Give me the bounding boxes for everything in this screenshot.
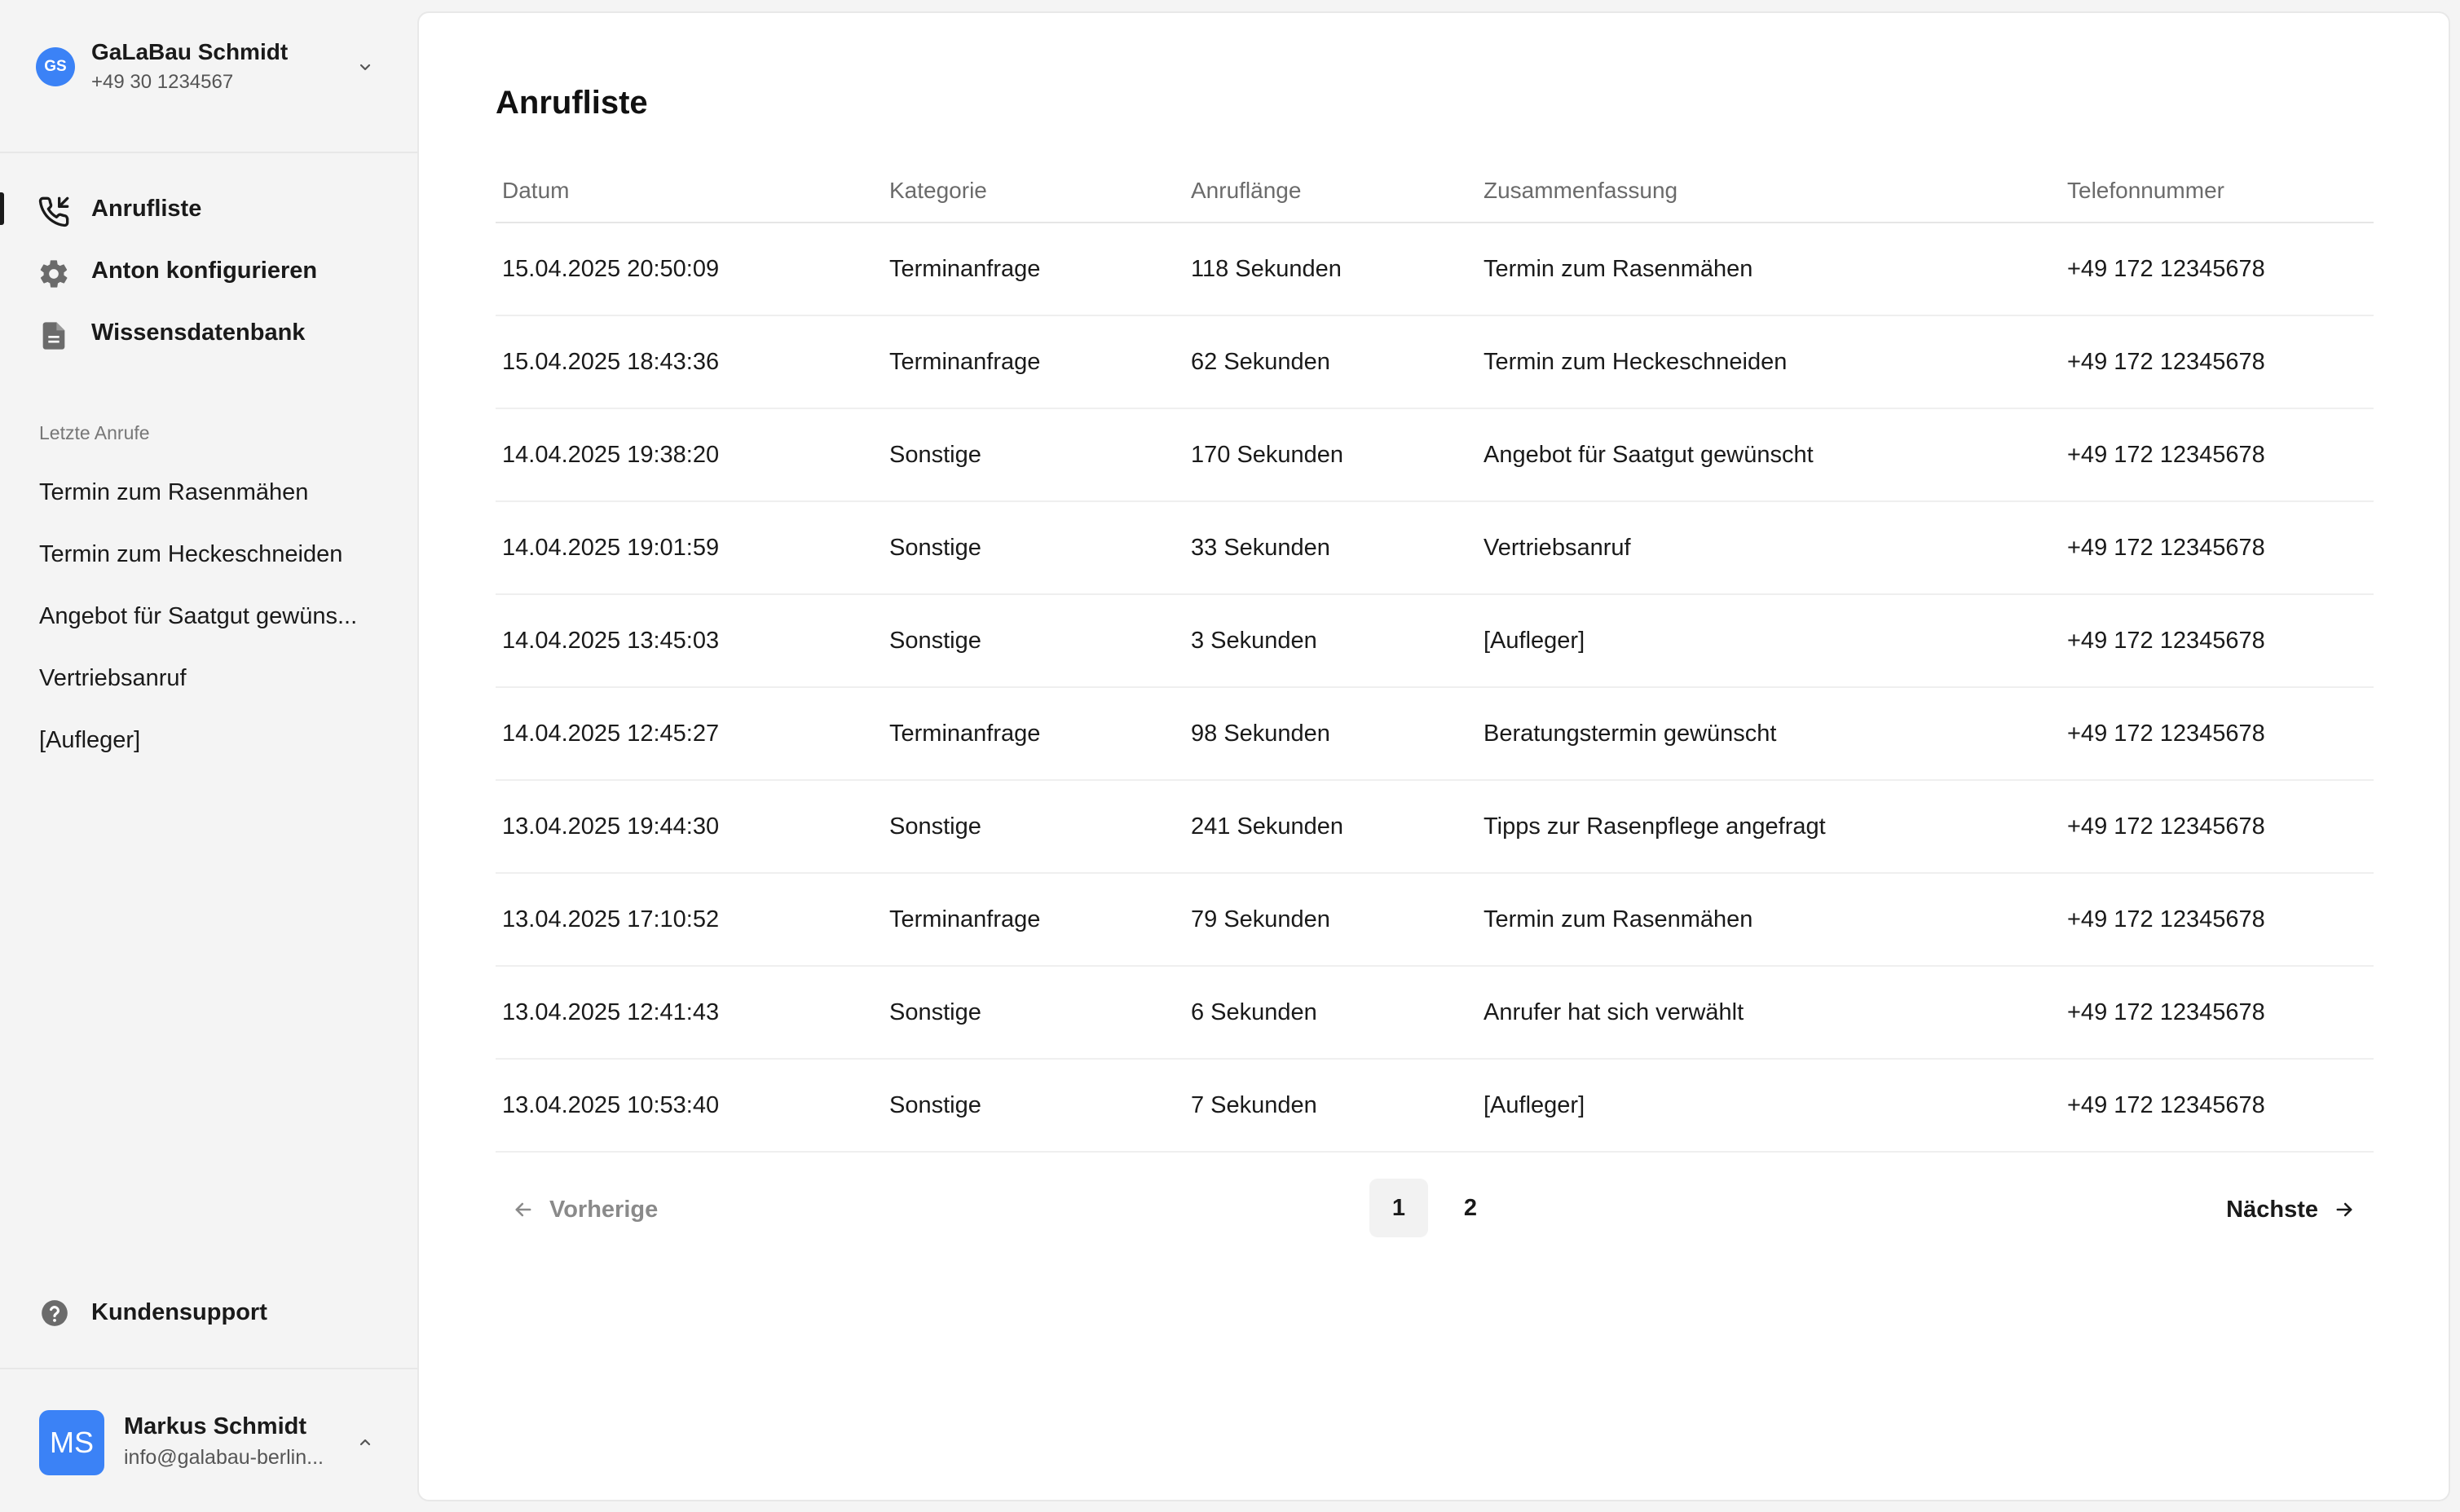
org-avatar: GS [36, 47, 75, 86]
table-row[interactable] [496, 1060, 2374, 1153]
cell-zusammenfassung: Tipps zur Rasenpflege angefragt [1483, 813, 1826, 840]
document-icon [37, 320, 70, 352]
cell-kategorie: Terminanfrage [889, 256, 1041, 282]
cell-telefonnummer: +49 172 12345678 [2067, 349, 2265, 375]
cell-zusammenfassung: Anrufer hat sich verwählt [1483, 999, 1744, 1025]
arrow-left-icon [512, 1198, 535, 1221]
cell-kategorie: Sonstige [889, 442, 981, 468]
cell-kategorie: Sonstige [889, 813, 981, 840]
column-header-telefonnummer: Telefonnummer [2067, 178, 2224, 203]
cell-datum: 13.04.2025 10:53:40 [502, 1092, 720, 1118]
column-header-anruflaenge: Anruflänge [1191, 178, 1302, 203]
recent-call-item[interactable]: [Aufleger] [39, 727, 141, 753]
cell-datum: 15.04.2025 20:50:09 [502, 256, 720, 282]
cell-telefonnummer: +49 172 12345678 [2067, 999, 2265, 1025]
main-panel [417, 11, 2450, 1501]
column-header-zusammenfassung: Zusammenfassung [1483, 178, 1678, 203]
table-row[interactable] [496, 409, 2374, 502]
cell-telefonnummer: +49 172 12345678 [2067, 1092, 2265, 1118]
arrow-right-icon [2333, 1198, 2356, 1221]
cell-telefonnummer: +49 172 12345678 [2067, 256, 2265, 282]
org-name: GaLaBau Schmidt [91, 39, 289, 64]
chevron-up-icon[interactable] [355, 1433, 375, 1452]
nav-label: Wissensdatenbank [91, 320, 306, 346]
page-title: Anrufliste [496, 85, 648, 121]
table-row[interactable] [496, 223, 2374, 316]
cell-anruflaenge: 79 Sekunden [1191, 906, 1330, 932]
table-row[interactable] [496, 781, 2374, 874]
cell-datum: 14.04.2025 19:01:59 [502, 535, 720, 561]
cell-anruflaenge: 3 Sekunden [1191, 628, 1317, 654]
previous-page-label: Vorherige [549, 1196, 659, 1223]
recent-call-item[interactable]: Termin zum Heckeschneiden [39, 541, 343, 567]
previous-page-button[interactable] [512, 1195, 658, 1224]
cell-telefonnummer: +49 172 12345678 [2067, 813, 2265, 840]
cell-kategorie: Terminanfrage [889, 906, 1041, 932]
page-button-2[interactable]: 2 [1463, 1194, 1478, 1221]
cell-telefonnummer: +49 172 12345678 [2067, 721, 2265, 747]
table-row[interactable] [496, 502, 2374, 595]
column-header-datum: Datum [502, 178, 570, 203]
cell-anruflaenge: 33 Sekunden [1191, 535, 1330, 561]
nav-label: Anton konfigurieren [91, 258, 318, 284]
cell-zusammenfassung: Termin zum Rasenmähen [1483, 256, 1753, 282]
cell-kategorie: Terminanfrage [889, 349, 1041, 375]
cell-anruflaenge: 7 Sekunden [1191, 1092, 1317, 1118]
user-name: Markus Schmidt [124, 1413, 306, 1439]
recent-calls-heading: Letzte Anrufe [39, 422, 150, 443]
cell-datum: 14.04.2025 13:45:03 [502, 628, 720, 654]
nav-label: Anrufliste [91, 196, 202, 222]
cell-datum: 15.04.2025 18:43:36 [502, 349, 720, 375]
cell-zusammenfassung: Vertriebsanruf [1483, 535, 1631, 561]
user-avatar: MS [39, 1410, 104, 1475]
calls-table [496, 168, 2374, 1153]
cell-telefonnummer: +49 172 12345678 [2067, 442, 2265, 468]
table-row[interactable] [496, 316, 2374, 409]
support-link[interactable] [0, 1293, 417, 1333]
cell-zusammenfassung: [Aufleger] [1483, 628, 1585, 654]
cell-zusammenfassung: [Aufleger] [1483, 1092, 1585, 1118]
sidebar [0, 0, 417, 1512]
table-row[interactable] [496, 874, 2374, 967]
nav-item-anton-konfigurieren[interactable] [0, 245, 417, 297]
cell-datum: 13.04.2025 12:41:43 [502, 999, 720, 1025]
cell-kategorie: Sonstige [889, 628, 981, 654]
phone-incoming-icon [37, 196, 70, 228]
recent-call-item[interactable]: Vertriebsanruf [39, 665, 187, 691]
cell-zusammenfassung: Beratungstermin gewünscht [1483, 721, 1777, 747]
recent-call-item[interactable]: Angebot für Saatgut gewüns... [39, 603, 358, 629]
table-row[interactable] [496, 595, 2374, 688]
user-menu[interactable] [0, 1368, 417, 1512]
help-circle-icon [39, 1298, 70, 1329]
cell-kategorie: Sonstige [889, 535, 981, 561]
cell-anruflaenge: 241 Sekunden [1191, 813, 1344, 840]
cell-zusammenfassung: Angebot für Saatgut gewünscht [1483, 442, 1814, 468]
support-label: Kundensupport [91, 1299, 267, 1325]
nav-item-wissensdatenbank[interactable] [0, 306, 417, 359]
cell-anruflaenge: 98 Sekunden [1191, 721, 1330, 747]
cell-anruflaenge: 170 Sekunden [1191, 442, 1344, 468]
table-header [496, 168, 2374, 223]
next-page-label: Nächste [2226, 1196, 2318, 1223]
cell-anruflaenge: 62 Sekunden [1191, 349, 1330, 375]
cell-datum: 13.04.2025 17:10:52 [502, 906, 720, 932]
recent-call-item[interactable]: Termin zum Rasenmähen [39, 479, 309, 505]
cell-zusammenfassung: Termin zum Rasenmähen [1483, 906, 1753, 932]
org-phone: +49 30 1234567 [91, 71, 234, 93]
cell-datum: 14.04.2025 19:38:20 [502, 442, 720, 468]
chevron-down-icon[interactable] [355, 57, 375, 77]
table-row[interactable] [496, 688, 2374, 781]
table-row[interactable] [496, 967, 2374, 1060]
user-email: info@galabau-berlin... [124, 1446, 324, 1469]
pagination [496, 1179, 2374, 1239]
cell-kategorie: Sonstige [889, 1092, 981, 1118]
cell-telefonnummer: +49 172 12345678 [2067, 628, 2265, 654]
cell-kategorie: Terminanfrage [889, 721, 1041, 747]
organization-switcher[interactable] [0, 0, 417, 153]
nav-item-anrufliste[interactable] [0, 183, 417, 235]
page-button-1[interactable]: 1 [1369, 1179, 1428, 1237]
column-header-kategorie: Kategorie [889, 178, 987, 203]
next-page-button[interactable] [2226, 1195, 2356, 1224]
cell-datum: 13.04.2025 19:44:30 [502, 813, 720, 840]
cell-datum: 14.04.2025 12:45:27 [502, 721, 720, 747]
cell-anruflaenge: 6 Sekunden [1191, 999, 1317, 1025]
cell-telefonnummer: +49 172 12345678 [2067, 906, 2265, 932]
cell-zusammenfassung: Termin zum Heckeschneiden [1483, 349, 1788, 375]
cell-kategorie: Sonstige [889, 999, 981, 1025]
cell-telefonnummer: +49 172 12345678 [2067, 535, 2265, 561]
gear-icon [37, 258, 70, 290]
cell-anruflaenge: 118 Sekunden [1191, 256, 1342, 282]
